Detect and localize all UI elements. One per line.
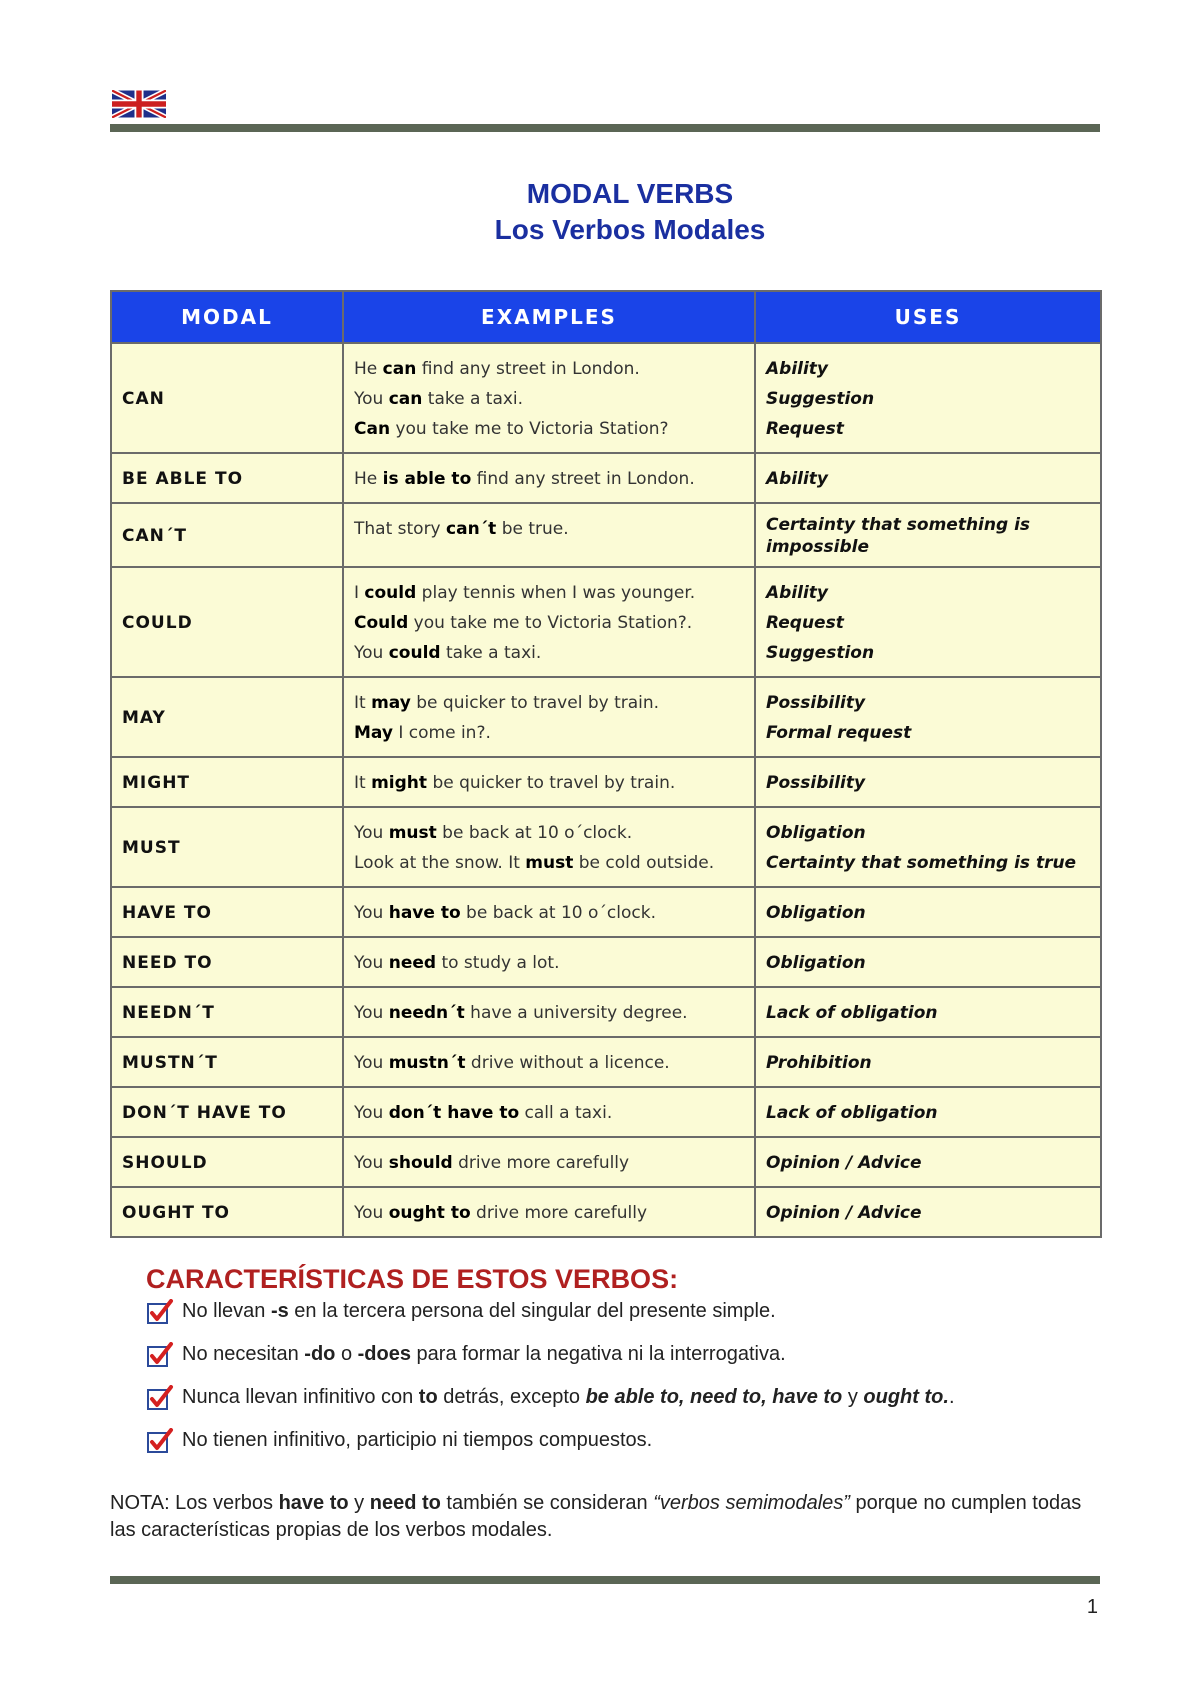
modal-cell: NEED TO [111, 937, 343, 987]
examples-cell [343, 677, 755, 757]
table-row [111, 887, 1101, 937]
text-run: be quicker to travel by train. [427, 773, 676, 793]
text-run: You [354, 1103, 389, 1123]
modal-cell: MAY [111, 677, 343, 757]
text-run: play tennis when I was younger. [416, 583, 696, 603]
table-row [111, 567, 1101, 677]
use-line: Obligation [766, 953, 866, 973]
text-run: call a taxi. [519, 1103, 613, 1123]
uses-cell [755, 1187, 1101, 1237]
example-line [354, 1148, 744, 1178]
text-run: is able to [382, 469, 472, 489]
example-line [354, 354, 744, 384]
example-line [354, 1198, 744, 1228]
header-rule [110, 124, 1100, 132]
table-row [111, 677, 1101, 757]
example-line [354, 514, 744, 544]
example-line [354, 688, 744, 718]
examples-cell [343, 887, 755, 937]
page-number: 1 [1086, 1596, 1098, 1618]
use-line: Ability [766, 469, 829, 489]
modal-verbs-table [110, 290, 1102, 1238]
checkbox-checked-icon [146, 1342, 174, 1368]
text-run: you take me to Victoria Station? [390, 419, 669, 439]
text-run: Nunca llevan infinitivo con [182, 1386, 419, 1408]
table-row [111, 503, 1101, 567]
uk-flag-icon [112, 90, 166, 118]
modal-cell: BE ABLE TO [111, 453, 343, 503]
uses-cell [755, 887, 1101, 937]
header-modal: MODAL [111, 291, 343, 343]
text-run: you take me to Victoria Station?. [408, 613, 693, 633]
example-line [354, 948, 744, 978]
examples-cell [343, 1037, 755, 1087]
text-run: en la tercera persona del singular del presente simple. [288, 1300, 776, 1322]
example-line [354, 608, 744, 638]
example-line [354, 1048, 744, 1078]
use-line: Certainty that something is true [766, 853, 1077, 873]
use-line: Certainty that something is impossible [766, 515, 1031, 557]
text-run: detrás, excepto [437, 1386, 586, 1408]
header-examples: EXAMPLES [343, 291, 755, 343]
footer-rule [110, 1576, 1100, 1584]
examples-cell [343, 1087, 755, 1137]
text-run: be back at 10 o´clock. [436, 823, 633, 843]
text-run: No necesitan [182, 1343, 305, 1365]
example-line [354, 848, 744, 878]
text-run: That story [354, 519, 447, 539]
text-run: need to [369, 1492, 441, 1514]
text-run: -does [357, 1343, 411, 1365]
text-run: may [371, 693, 411, 713]
text-run: have to [278, 1492, 349, 1514]
table-row [111, 453, 1101, 503]
text-run: have a university degree. [464, 1003, 688, 1023]
text-run: -do [304, 1343, 336, 1365]
modal-cell: CAN´T [111, 503, 343, 567]
table-row [111, 937, 1101, 987]
uses-cell [755, 937, 1101, 987]
text-run: “verbos semimodales” [653, 1492, 850, 1514]
text-run: I come in?. [392, 723, 491, 743]
examples-cell [343, 503, 755, 567]
text-run: don´t have to [388, 1103, 520, 1123]
text-run: must [525, 853, 574, 873]
text-run: ought to [388, 1203, 471, 1223]
text-run: could [388, 643, 441, 663]
table-row [111, 343, 1101, 453]
text-run: mustn´t [388, 1053, 466, 1073]
text-run: can´t [446, 519, 497, 539]
text-run: o [335, 1343, 358, 1365]
modal-cell: MUSTN´T [111, 1037, 343, 1087]
features-title: CARACTERÍSTICAS DE ESTOS VERBOS: [146, 1264, 679, 1294]
checkbox-checked-icon [146, 1299, 174, 1325]
examples-cell [343, 987, 755, 1037]
example-line [354, 638, 744, 668]
checkbox-checked-icon [146, 1385, 174, 1411]
text-run: y [842, 1386, 864, 1408]
example-line [354, 1098, 744, 1128]
use-line: Formal request [766, 723, 912, 743]
example-line [354, 414, 744, 444]
use-line: Lack of obligation [766, 1003, 938, 1023]
modal-cell: OUGHT TO [111, 1187, 343, 1237]
text-run: You [354, 953, 389, 973]
uses-cell [755, 987, 1101, 1037]
text-run: He [354, 469, 383, 489]
title-line-spanish: Los Verbos Modales [494, 214, 766, 245]
use-line: Request [766, 613, 844, 633]
text-run: No llevan [182, 1300, 271, 1322]
uses-cell [755, 567, 1101, 677]
text-run: be quicker to travel by train. [410, 693, 660, 713]
modal-cell: HAVE TO [111, 887, 343, 937]
use-line: Ability [766, 583, 829, 603]
text-run: Can [354, 419, 391, 439]
modal-cell: DON´T HAVE TO [111, 1087, 343, 1137]
text-run: might [371, 773, 428, 793]
text-run: drive without a licence. [465, 1053, 670, 1073]
title-line-english: MODAL VERBS [526, 178, 734, 209]
table-row [111, 1087, 1101, 1137]
text-run: be able to, need to, have to [585, 1386, 843, 1408]
feature-item [146, 1339, 786, 1373]
text-run: be cold outside. [573, 853, 715, 873]
header-uses: USES [755, 291, 1101, 343]
text-run: No tienen infinitivo, participio ni tiempos compuestos. [182, 1429, 653, 1451]
table-row [111, 1037, 1101, 1087]
uses-cell [755, 677, 1101, 757]
text-run: drive more carefully [452, 1153, 630, 1173]
text-run: You [354, 1003, 389, 1023]
table-header-row [111, 291, 1101, 343]
uses-cell [755, 453, 1101, 503]
example-line [354, 718, 744, 748]
text-run: be true. [496, 519, 569, 539]
text-run: NOTA: Los verbos [110, 1492, 279, 1514]
modal-cell: CAN [111, 343, 343, 453]
use-line: Lack of obligation [766, 1103, 938, 1123]
modal-cell: NEEDN´T [111, 987, 343, 1037]
text-run: I [354, 583, 365, 603]
examples-cell [343, 807, 755, 887]
text-run: to study a lot. [436, 953, 560, 973]
text-run: take a taxi. [440, 643, 542, 663]
example-line [354, 578, 744, 608]
example-line [354, 998, 744, 1028]
uses-cell [755, 343, 1101, 453]
text-run: . [948, 1386, 955, 1408]
text-run: también se consideran [440, 1492, 654, 1514]
use-line: Possibility [766, 693, 866, 713]
uses-cell [755, 807, 1101, 887]
use-line: Obligation [766, 823, 866, 843]
text-run: -s [270, 1300, 289, 1322]
examples-cell [343, 1187, 755, 1237]
table-row [111, 757, 1101, 807]
examples-cell [343, 567, 755, 677]
text-run: May [354, 723, 393, 743]
use-line: Request [766, 419, 844, 439]
text-run: You [354, 1153, 389, 1173]
examples-cell [343, 757, 755, 807]
uses-cell [755, 1037, 1101, 1087]
nota-paragraph [110, 1490, 1100, 1544]
text-run: need [388, 953, 437, 973]
text-run: can [382, 359, 417, 379]
modal-cell: COULD [111, 567, 343, 677]
text-run: must [388, 823, 437, 843]
examples-cell [343, 1137, 755, 1187]
example-line [354, 384, 744, 414]
use-line: Ability [766, 359, 829, 379]
examples-cell [343, 343, 755, 453]
modal-cell: MIGHT [111, 757, 343, 807]
feature-item [146, 1425, 652, 1459]
use-line: Prohibition [766, 1053, 872, 1073]
checkbox-checked-icon [146, 1428, 174, 1454]
use-line: Obligation [766, 903, 866, 923]
feature-item [146, 1296, 776, 1330]
page-title [0, 176, 1200, 248]
table-row [111, 987, 1101, 1037]
uses-cell [755, 1137, 1101, 1187]
text-run: could [364, 583, 417, 603]
text-run: para formar la negativa ni la interrogativa. [410, 1343, 786, 1365]
use-line: Suggestion [766, 389, 875, 409]
use-line: Suggestion [766, 643, 875, 663]
text-run: ought to. [863, 1386, 949, 1408]
text-run: Look at the snow. It [354, 853, 526, 873]
text-run: have to [388, 903, 461, 923]
text-run: y [348, 1492, 370, 1514]
examples-cell [343, 453, 755, 503]
text-run: Could [354, 613, 409, 633]
text-run: find any street in London. [416, 359, 640, 379]
text-run: It [354, 693, 372, 713]
text-run: can [388, 389, 423, 409]
example-line [354, 818, 744, 848]
text-run: to [418, 1386, 438, 1408]
text-run: You [354, 1053, 389, 1073]
text-run: You [354, 643, 389, 663]
text-run: take a taxi. [422, 389, 524, 409]
use-line: Possibility [766, 773, 866, 793]
modal-cell: SHOULD [111, 1137, 343, 1187]
table-row [111, 1187, 1101, 1237]
uses-cell [755, 757, 1101, 807]
uses-cell [755, 1087, 1101, 1137]
uses-cell [755, 503, 1101, 567]
example-line [354, 768, 744, 798]
text-run: should [388, 1153, 453, 1173]
table-row [111, 807, 1101, 887]
table-row [111, 1137, 1101, 1187]
text-run: He [354, 359, 383, 379]
example-line [354, 464, 744, 494]
text-run: You [354, 903, 389, 923]
text-run: be back at 10 o´clock. [460, 903, 656, 923]
use-line: Opinion / Advice [766, 1153, 922, 1173]
text-run: find any street in London. [471, 469, 695, 489]
text-run: needn´t [388, 1003, 465, 1023]
use-line: Opinion / Advice [766, 1203, 922, 1223]
text-run: It [354, 773, 372, 793]
example-line [354, 898, 744, 928]
text-run: You [354, 389, 389, 409]
feature-item [146, 1382, 955, 1416]
text-run: porque no cumplen todas las características propias de los verbos modales. [110, 1492, 1082, 1541]
text-run: You [354, 1203, 389, 1223]
examples-cell [343, 937, 755, 987]
text-run: You [354, 823, 389, 843]
text-run: drive more carefully [470, 1203, 647, 1223]
modal-cell: MUST [111, 807, 343, 887]
